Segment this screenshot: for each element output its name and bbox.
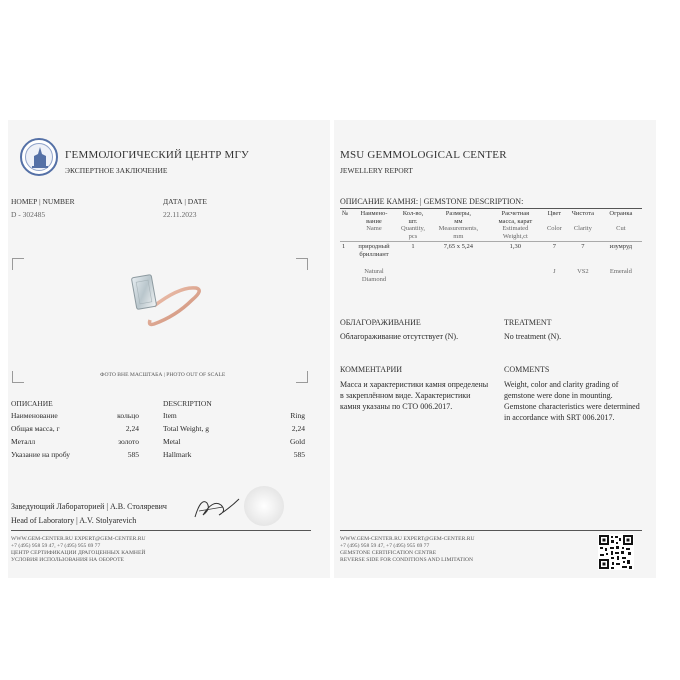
qr-code-icon <box>598 534 634 570</box>
comments-heading-en: COMMENTS <box>504 365 550 374</box>
date-label: ДАТА | DATE <box>163 197 207 206</box>
footer-divider <box>11 530 311 531</box>
center-name-ru: ГЕММОЛОГИЧЕСКИЙ ЦЕНТР МГУ <box>65 149 250 161</box>
number-value: D - 302485 <box>11 210 46 219</box>
treatment-text-en: No treatment (N). <box>504 332 562 341</box>
center-name-en: MSU GEMMOLOGICAL CENTER <box>340 149 507 161</box>
number-label: НОМЕР | NUMBER <box>11 197 75 206</box>
report-subtitle-en: JEWELLERY REPORT <box>340 166 413 175</box>
comments-text-ru: Масса и характеристики камня определены в закреплённом виде. Характеристики камня указаны по СТО 006.2017. <box>340 380 489 411</box>
col-num-header: № <box>342 210 349 217</box>
desc-table-en <box>163 411 305 460</box>
desc-row: Total Weight, g 2,24 <box>163 424 305 433</box>
treatment-heading-en: TREATMENT <box>504 318 552 327</box>
desc-row: Item Ring <box>163 411 305 420</box>
desc-row: Общая масса, г 2,24 <box>11 424 139 433</box>
footer-right: WWW.GEM-CENTER.RU EXPERT@GEM-CENTER.RU +7 (495) 958 59 47, +7 (495) 955 69 77 GEMSTONE CERTIFICATION CENTRE REVERSE SIDE FOR CONDITIONS AND LIMITATION <box>340 536 475 563</box>
desc-row: Наименование кольцо <box>11 411 139 420</box>
footer-left: WWW.GEM-CENTER.RU EXPERT@GEM-CENTER.RU +7 (495) 958 59 47, +7 (495) 955 69 77 ЦЕНТР СЕРТИФИКАЦИИ ДРАГОЦЕННЫХ КАМНЕЙ УСЛОВИЯ ИСПОЛЬЗОВАНИЯ НА ОБОРОТЕ <box>11 536 146 563</box>
left-page <box>8 120 330 578</box>
col-cut-header: Огранка <box>609 210 633 217</box>
table-header-row <box>340 210 642 225</box>
photo-caption: ФОТО ВНЕ МАСШТАБА | PHOTO OUT OF SCALE <box>100 372 226 378</box>
ring-photo <box>120 266 220 346</box>
desc-row: Указание на пробу 585 <box>11 450 139 459</box>
table-row: 1 природный бриллиант 1 7,65 x 5,24 1,30 7 7 изумруд <box>342 243 633 258</box>
desc-row: Hallmark 585 <box>163 450 305 459</box>
right-page <box>334 120 656 578</box>
gemstone-table <box>340 210 642 283</box>
comments-text-en: Weight, color and clarity grading of gemstone were done in mounting. Gemstone characteristics were determined in accordance with SRT 006.2017. <box>504 380 640 422</box>
desc-heading-ru: ОПИСАНИЕ <box>11 399 53 408</box>
stone-heading: ОПИСАНИЕ КАМНЯ: | GEMSTONE DESCRIPTION: <box>340 197 524 206</box>
col-clarity-header: Чистота <box>571 210 594 217</box>
table-top-rule <box>340 208 642 209</box>
col-qty-header: Кол-во, шт. <box>402 210 424 225</box>
head-ru: Заведующий Лабораторией | А.В. Столяревич <box>11 502 167 511</box>
col-color-header: Цвет <box>547 210 562 217</box>
treatment-heading-ru: ОБЛАГОРАЖИВАНИЕ <box>340 318 421 327</box>
table-header-row-en: Name Quantity, pcs Measurements, mm Estimated Weight,ct Color Clarity Cut <box>366 225 626 240</box>
footer-divider <box>340 530 642 531</box>
col-size-header: Размеры, мм <box>445 210 471 225</box>
msu-logo-icon <box>20 138 58 176</box>
col-name-header: Наимено- вание <box>360 210 388 225</box>
hologram-seal <box>244 486 284 526</box>
desc-row: Metal Gold <box>163 437 305 446</box>
comments-heading-ru: КОММЕНТАРИИ <box>340 365 403 374</box>
signature-icon <box>193 493 243 523</box>
desc-heading-en: DESCRIPTION <box>163 399 212 408</box>
col-weight-header: Расчетная масса, карат <box>498 210 533 225</box>
table-row-en: Natural Diamond J VS2 Emerald <box>361 268 632 283</box>
head-en: Head of Laboratory | A.V. Stolyarevich <box>11 516 137 525</box>
desc-row: Металл золото <box>11 437 139 446</box>
date-value: 22.11.2023 <box>163 210 197 219</box>
desc-table-ru <box>11 411 139 460</box>
report-subtitle-ru: ЭКСПЕРТНОЕ ЗАКЛЮЧЕНИЕ <box>65 166 168 175</box>
treatment-text-ru: Облагораживание отсутствует (N). <box>340 332 459 341</box>
